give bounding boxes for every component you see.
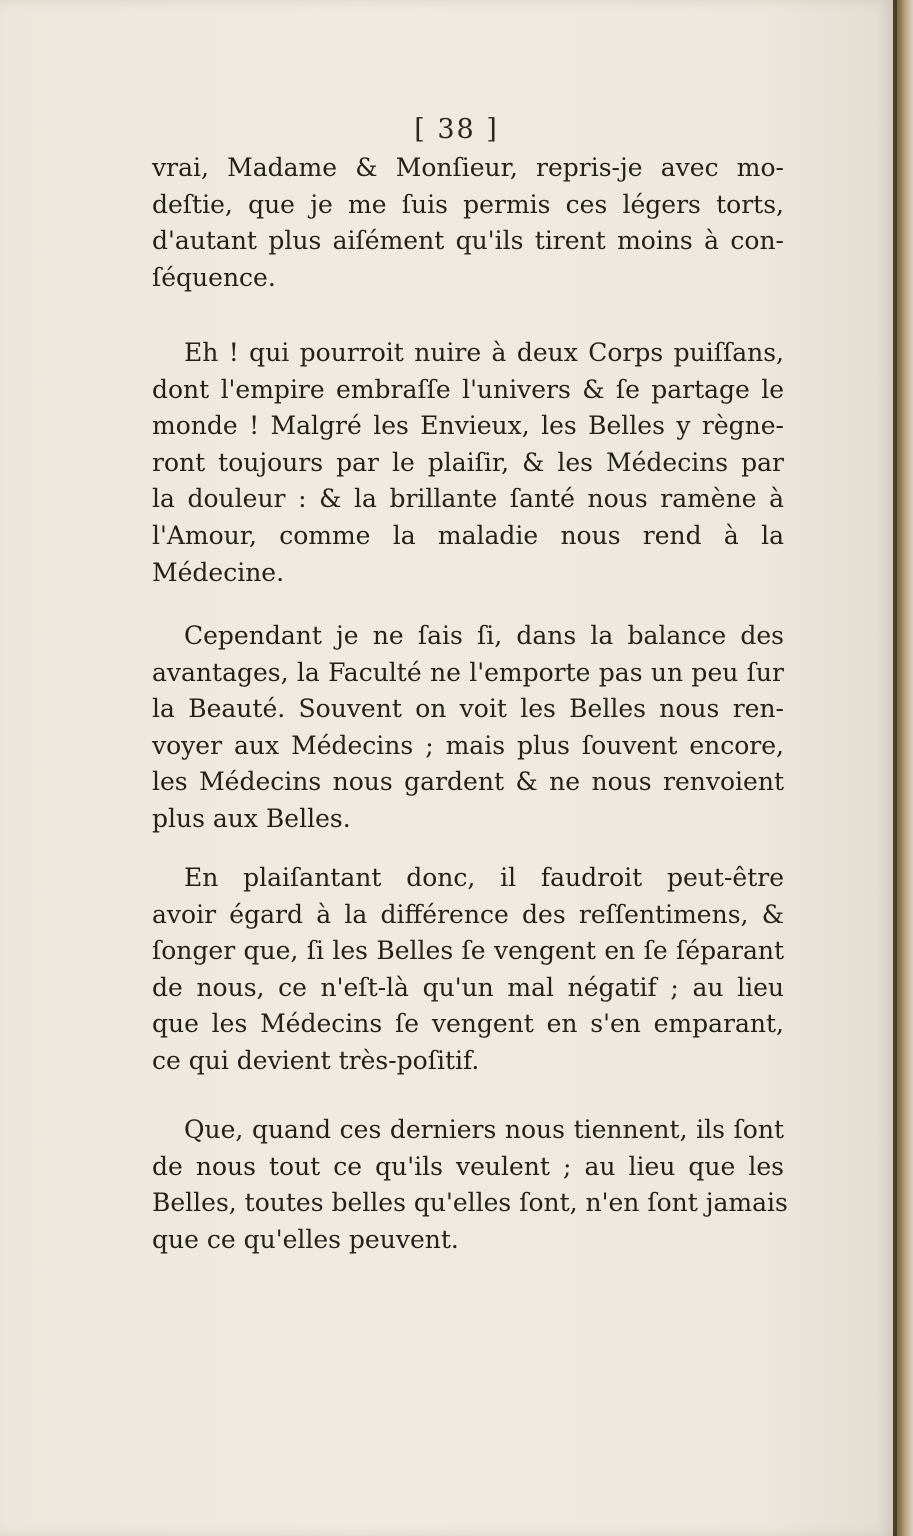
text-line: que ce qu'elles peuvent. [152,1224,459,1254]
text-line: la douleur : & la brillante ſanté nous ramène à [152,484,784,514]
page-number: [ 38 ] [414,114,499,145]
text-line: Que, quand ces derniers nous tiennent, ils ſont [184,1115,784,1144]
text-line: En plaiſantant donc, il faudroit peut-être [184,863,784,892]
text-line: ſonger que, ſi les Belles ſe vengent en ſe ſéparant [152,936,784,966]
paragraph-5 [152,1112,788,1258]
text-line: plus aux Belles. [152,803,351,833]
paragraph-2 [152,335,784,591]
text-line: Cependant je ne ſais ſi, dans la balance des [184,621,784,650]
text-line: les Médecins nous gardent & ne nous renvoient [152,767,784,797]
text-line: vrai, Madame & Monſieur, repris-je avec mo- [152,153,784,182]
text-line: deſtie, que je me ſuis permis ces légers torts, [152,189,784,219]
text-line: ront toujours par le plaiſir, & les Médecins par [152,447,784,477]
text-line: dont l'empire embraſſe l'univers & ſe partage le [152,374,784,404]
text-line: la Beauté. Souvent on voit les Belles nous ren- [152,694,784,724]
paragraph-4 [152,860,784,1080]
text-line: Belles, toutes belles qu'elles ſont, n'en ſont jamais [152,1188,788,1218]
paragraph-1 [152,150,784,296]
text-line: ce qui devient très-poſitif. [152,1045,480,1075]
text-line: Médecine. [152,557,285,587]
text-line: Eh ! qui pourroit nuire à deux Corps puiſſans, [184,338,784,367]
text-line: que les Médecins ſe vengent en s'en emparant, [152,1009,784,1039]
paragraph-3 [152,618,784,838]
page-gutter-shadow [893,0,897,1536]
text-line: d'autant plus aiſément qu'ils tirent moins à con- [152,226,784,256]
text-line: l'Amour, comme la maladie nous rend à la [152,520,784,550]
text-line: avantages, la Faculté ne l'emporte pas un peu ſur [152,657,784,687]
text-line: monde ! Malgré les Envieux, les Belles y règne- [152,411,784,441]
text-line: avoir égard à la différence des reſſentimens, & [152,899,784,929]
text-line: de nous, ce n'eſt-là qu'un mal négatif ; au lieu [152,972,784,1002]
text-line: voyer aux Médecins ; mais plus ſouvent encore, [152,730,784,760]
text-line: ſéquence. [152,262,276,292]
text-line: de nous tout ce qu'ils veulent ; au lieu que les [152,1151,784,1181]
